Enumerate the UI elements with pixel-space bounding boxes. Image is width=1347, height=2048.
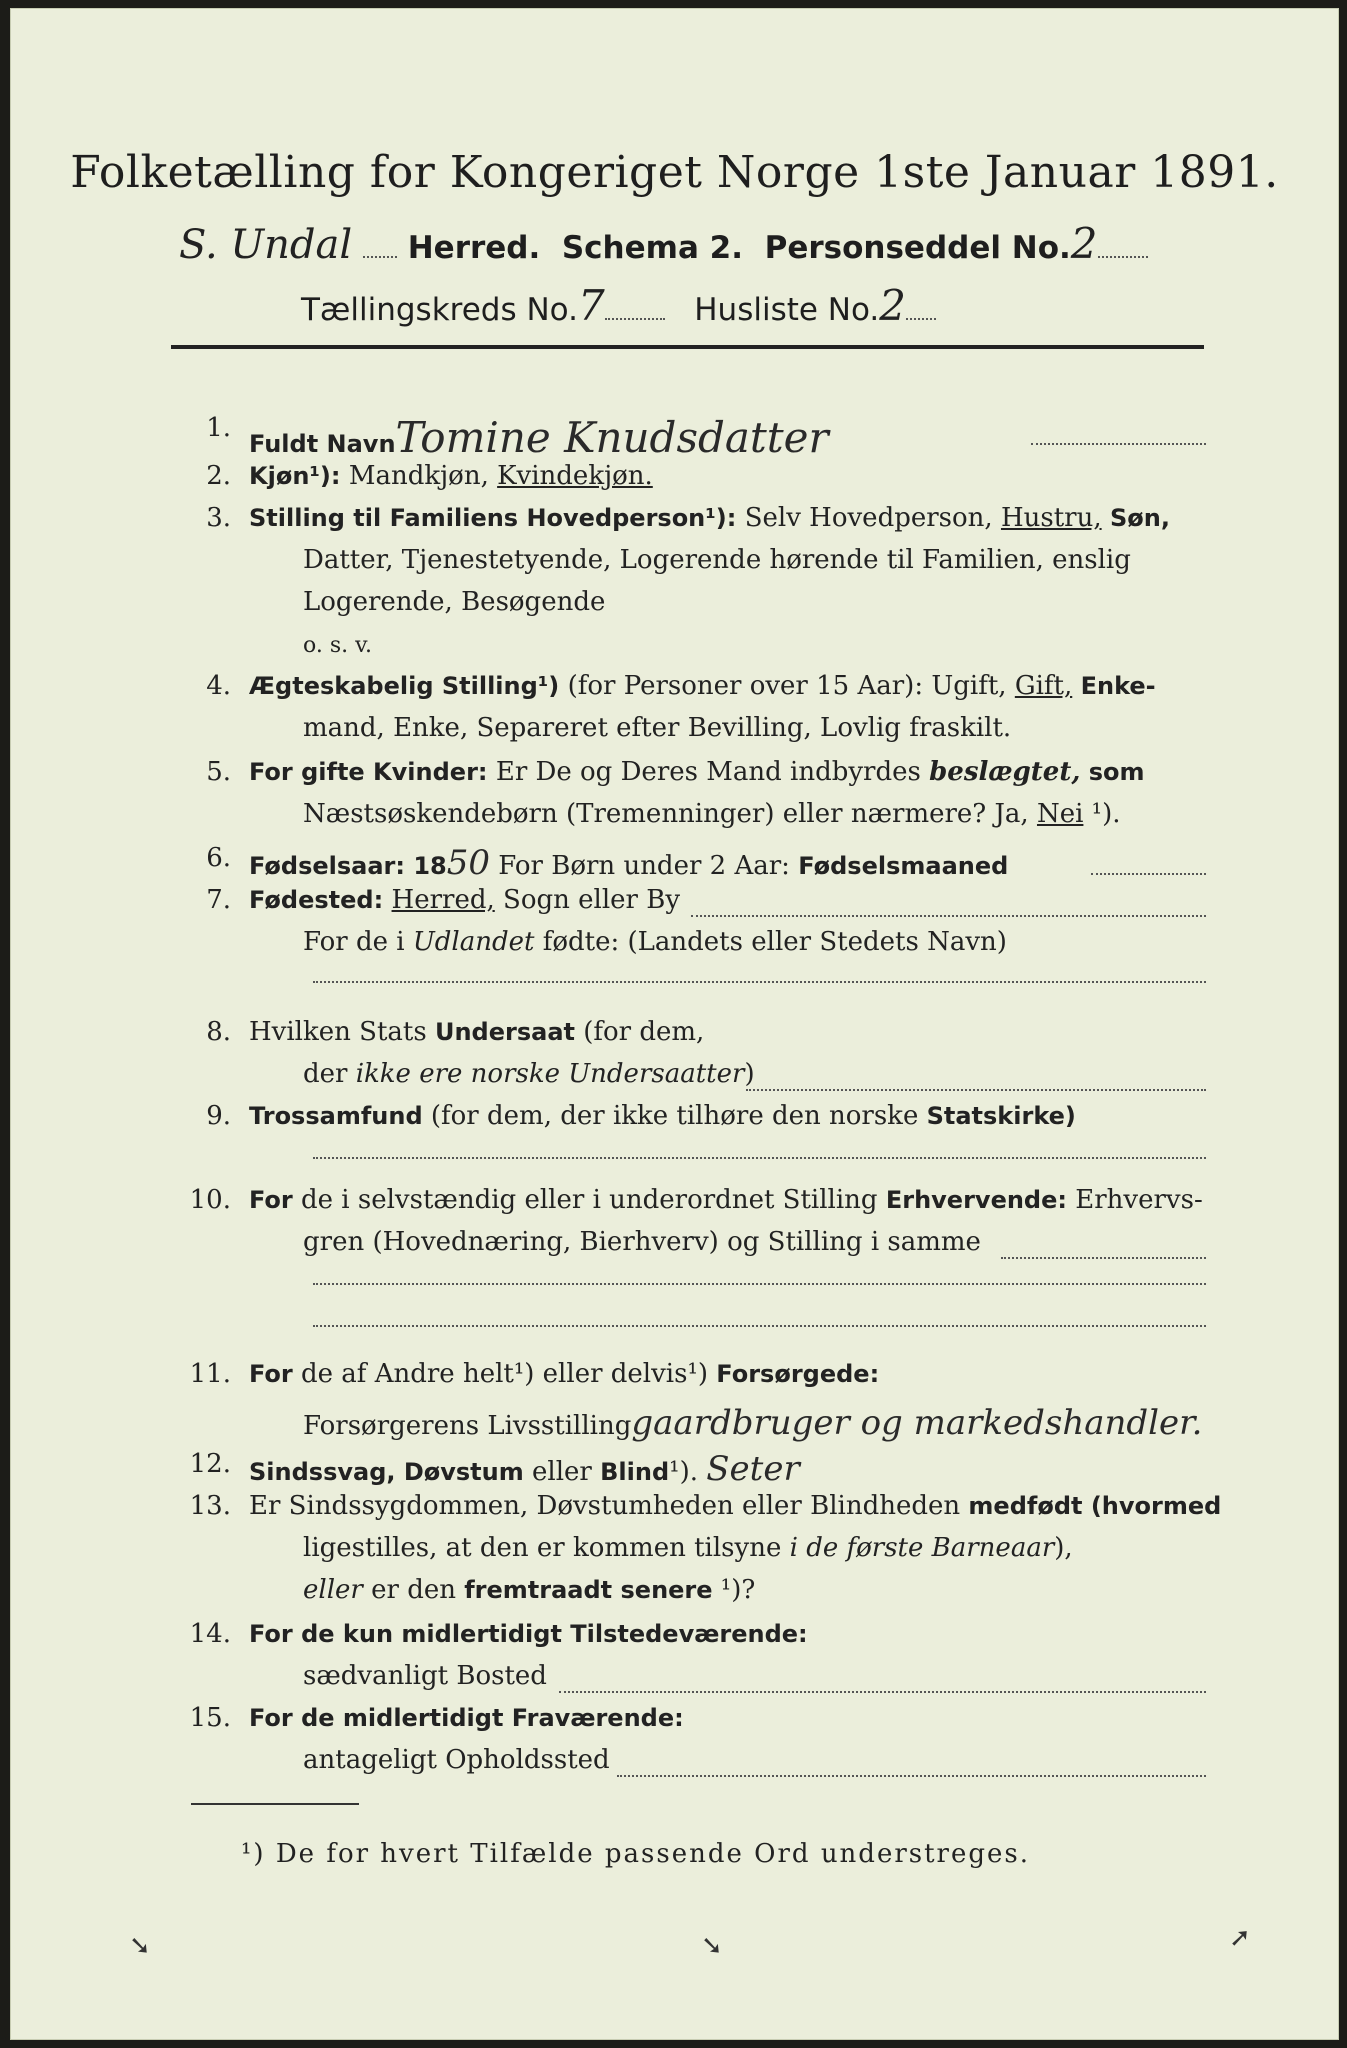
field-6-birth-year: 6. Fødselsaar: 1850 For Børn under 2 Aar: Fødselsmaaned	[11, 843, 1338, 887]
field-13-origin: 13. Er Sindssygdommen, Døvstumheden eller Blindheden medfødt (hvormed	[189, 1491, 1222, 1521]
field-15-temp-absent: 15. For de midlertidigt Fraværende:	[189, 1703, 684, 1733]
disability-handwritten: Seter	[706, 1449, 800, 1489]
full-name-handwritten: Tomine Knudsdatter	[395, 413, 829, 462]
field-14-temp-present: 14. For de kun midlertidigt Tilstedeværende:	[189, 1619, 808, 1649]
field-2-sex: 2. Kjøn¹): Mandkjøn, Kvindekjøn.	[206, 461, 653, 491]
census-form-sheet: Folketælling for Kongeriget Norge 1ste Januar 1891. S. Undal Herred. Schema 2. Personseddel No.2 Tællingskreds No.7 Husliste No.2 1. Fuldt NavnTomine Knudsdatter 2. Kjøn¹): Mandkjøn, Kvindekjøn. 3. Stilling til Familiens Hovedperson¹): Selv Hovedperson, Hustru, Søn, Datter, Tjenestetyende, Logerende hørende til Familien, enslig Logerende, Besøgende o. s. v. 4. Ægteskabelig Stilling¹) (for Personer over 15 Aar): Ugift, Gift, Enke- mand, Enke, Separeret efter Bevilling, Lovlig fraskilt. 5. For gifte Kvinder: Er De og Deres Mand indbyrdes beslægtet, som Næstsøskendebørn (Tremenninger) eller nærmere? Ja, Nei ¹). 6. Fødselsaar: 1850 For Børn under 2 Aar: Fødselsmaaned 7. Fødested: Herred, Sogn eller By For de i Udlandet fødte: (Landets eller Stedets Navn) 8. Hvilken Stats Undersaat (for dem, der ikke ere norske Undersaatter) 9. Trossamfund (for dem, der ikke tilhøre den norske Statskirke) 10. For de i selvstændig eller i underordnet Stilling Erhvervende: Erhvervs- gren (Hovednæring, Bierhverv) og Stilling i samme 11. For de af Andre helt¹) eller delvis¹) Forsørgede: Forsørgerens Livsstillinggaardbruger og markedshandler. 12. Sindssvag, Døvstum eller Blind¹). Seter 13. Er Sindssygdommen, Døvstumheden eller Blindheden medfødt (hvormed ligestilles, at den er kommen tilsyne i de første Barneaar), eller er den fremtraadt senere ¹)? 14. For de kun midlertidigt Tilstedeværende: sædvanligt Bosted 15. For de midlertidigt Fraværende: antageligt Opholdssted ¹) De for hvert Tilfælde passende Ord understreges. ➘ ➘ ➚	[10, 8, 1339, 2040]
corner-mark-left: ➘	[129, 1931, 151, 1961]
field-11-supported: 11. For de af Andre helt¹) eller delvis¹) Forsørgede:	[189, 1359, 880, 1389]
husliste-label: Husliste No.	[694, 292, 880, 328]
marital-selected: Gift,	[1014, 671, 1073, 701]
field-12-disability: 12. Sindssvag, Døvstum eller Blind¹). Seter	[189, 1449, 800, 1489]
field-1-full-name: 1. Fuldt NavnTomine Knudsdatter	[11, 413, 1338, 457]
field-3-position: 3. Stilling til Familiens Hovedperson¹): Selv Hovedperson, Hustru, Søn,	[206, 503, 1170, 533]
herred-label: Herred.	[407, 230, 541, 266]
corner-mark-center: ➘	[701, 1931, 723, 1961]
field-9-religion: 9. Trossamfund (for dem, der ikke tilhøre den norske Statskirke)	[206, 1101, 1076, 1131]
provider-occupation-handwritten: gaardbruger og markedshandler.	[631, 1403, 1203, 1443]
personseddel-number: 2	[1070, 219, 1098, 268]
footnote-divider	[191, 1803, 359, 1805]
schema-label: Schema 2.	[561, 230, 744, 266]
taellingskreds-label: Tællingskreds No.	[301, 292, 578, 328]
birth-year-handwritten: 50	[446, 843, 491, 883]
herred-handwritten: S. Undal	[179, 222, 353, 268]
related-selected: Nei	[1036, 799, 1084, 829]
taellingskreds-number: 7	[577, 281, 605, 330]
field-5-related: 5. For gifte Kvinder: Er De og Deres Mand indbyrdes beslægtet, som	[206, 757, 1145, 787]
birthplace-selected: Herred,	[391, 885, 495, 915]
corner-mark-right: ➚	[1229, 1923, 1251, 1953]
personseddel-label: Personseddel No.	[764, 230, 1071, 266]
footnote: ¹) De for hvert Tilfælde passende Ord understreges.	[241, 1839, 1031, 1869]
field-10-occupation: 10. For de i selvstændig eller i underordnet Stilling Erhvervende: Erhvervs-	[189, 1185, 1203, 1215]
header-divider	[171, 345, 1204, 349]
sex-selected: Kvindekjøn.	[497, 461, 653, 491]
field-7-birthplace: 7. Fødested: Herred, Sogn eller By	[11, 885, 1338, 929]
field-4-marital: 4. Ægteskabelig Stilling¹) (for Personer over 15 Aar): Ugift, Gift, Enke-	[206, 671, 1156, 701]
husliste-number: 2	[879, 281, 906, 330]
header-line-2	[301, 281, 936, 330]
form-title: Folketælling for Kongeriget Norge 1ste Januar 1891.	[70, 147, 1279, 198]
field-8-citizenship: 8. Hvilken Stats Undersaat (for dem,	[206, 1017, 705, 1047]
header-line-1	[179, 219, 1148, 268]
position-selected: Hustru,	[1000, 503, 1102, 533]
